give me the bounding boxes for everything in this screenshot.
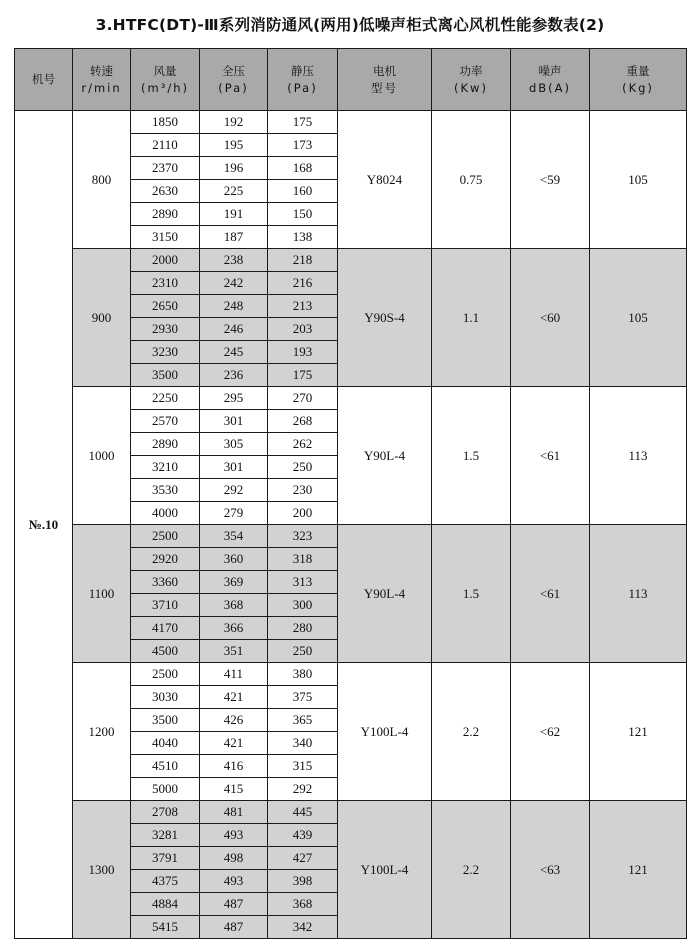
table-row — [15, 801, 687, 824]
static-pressure-cell: 200 — [268, 502, 338, 525]
column-header — [432, 49, 511, 111]
column-header-label: 机号 — [32, 72, 55, 86]
airflow-cell: 2500 — [131, 525, 200, 548]
static-pressure-cell: 427 — [268, 847, 338, 870]
airflow-cell: 1850 — [131, 111, 200, 134]
column-header — [511, 49, 590, 111]
page-title: 3.HTFC(DT)-Ⅲ系列消防通风(两用)低噪声柜式离心风机性能参数表(2) — [95, 16, 605, 34]
airflow-cell: 2370 — [131, 157, 200, 180]
noise-cell: <63 — [511, 801, 590, 939]
column-header-unit: 型号 — [371, 80, 398, 95]
total-pressure-cell: 354 — [200, 525, 268, 548]
power-cell: 2.2 — [432, 663, 511, 801]
airflow-cell: 4375 — [131, 870, 200, 893]
airflow-cell: 2920 — [131, 548, 200, 571]
airflow-cell: 3030 — [131, 686, 200, 709]
performance-table — [14, 48, 687, 939]
motor-cell: Y100L-4 — [338, 801, 432, 939]
static-pressure-cell: 216 — [268, 272, 338, 295]
table-row — [15, 663, 687, 686]
column-header-label: 重量 — [626, 63, 650, 78]
total-pressure-cell: 295 — [200, 387, 268, 410]
table-row — [15, 525, 687, 548]
airflow-cell: 4040 — [131, 732, 200, 755]
airflow-cell: 3150 — [131, 226, 200, 249]
noise-cell: <61 — [511, 387, 590, 525]
total-pressure-cell: 196 — [200, 157, 268, 180]
total-pressure-cell: 416 — [200, 755, 268, 778]
static-pressure-cell: 230 — [268, 479, 338, 502]
static-pressure-cell: 213 — [268, 295, 338, 318]
total-pressure-cell: 236 — [200, 364, 268, 387]
column-header-label: 电机 — [373, 63, 396, 78]
total-pressure-cell: 195 — [200, 134, 268, 157]
column-header-unit: (m³/h) — [141, 80, 189, 95]
speed-cell: 1300 — [73, 801, 131, 939]
static-pressure-cell: 280 — [268, 617, 338, 640]
static-pressure-cell: 262 — [268, 433, 338, 456]
airflow-cell: 2570 — [131, 410, 200, 433]
static-pressure-cell: 323 — [268, 525, 338, 548]
header-row — [15, 49, 687, 111]
static-pressure-cell: 268 — [268, 410, 338, 433]
speed-cell: 1200 — [73, 663, 131, 801]
noise-cell: <61 — [511, 525, 590, 663]
total-pressure-cell: 301 — [200, 456, 268, 479]
airflow-cell: 5000 — [131, 778, 200, 801]
weight-cell: 121 — [590, 663, 687, 801]
speed-cell: 1100 — [73, 525, 131, 663]
power-cell: 0.75 — [432, 111, 511, 249]
total-pressure-cell: 292 — [200, 479, 268, 502]
column-header-label: 静压 — [291, 63, 314, 78]
static-pressure-cell: 270 — [268, 387, 338, 410]
static-pressure-cell: 193 — [268, 341, 338, 364]
total-pressure-cell: 493 — [200, 824, 268, 847]
column-header-unit: (Pa) — [218, 80, 249, 95]
static-pressure-cell: 138 — [268, 226, 338, 249]
model-number-cell: №.10 — [15, 111, 73, 939]
total-pressure-cell: 191 — [200, 203, 268, 226]
total-pressure-cell: 369 — [200, 571, 268, 594]
total-pressure-cell: 415 — [200, 778, 268, 801]
static-pressure-cell: 175 — [268, 364, 338, 387]
airflow-cell: 3281 — [131, 824, 200, 847]
total-pressure-cell: 493 — [200, 870, 268, 893]
static-pressure-cell: 292 — [268, 778, 338, 801]
total-pressure-cell: 279 — [200, 502, 268, 525]
column-header — [200, 49, 268, 111]
motor-cell: Y100L-4 — [338, 663, 432, 801]
total-pressure-cell: 246 — [200, 318, 268, 341]
speed-cell: 1000 — [73, 387, 131, 525]
column-header — [268, 49, 338, 111]
total-pressure-cell: 238 — [200, 249, 268, 272]
total-pressure-cell: 498 — [200, 847, 268, 870]
column-header-label: 功率 — [459, 63, 483, 78]
airflow-cell: 2708 — [131, 801, 200, 824]
total-pressure-cell: 187 — [200, 226, 268, 249]
static-pressure-cell: 300 — [268, 594, 338, 617]
airflow-cell: 2250 — [131, 387, 200, 410]
airflow-cell: 4884 — [131, 893, 200, 916]
column-header — [73, 49, 131, 111]
total-pressure-cell: 487 — [200, 893, 268, 916]
noise-cell: <60 — [511, 249, 590, 387]
total-pressure-cell: 248 — [200, 295, 268, 318]
column-header-unit: dB(A) — [528, 80, 572, 95]
weight-cell: 113 — [590, 387, 687, 525]
static-pressure-cell: 150 — [268, 203, 338, 226]
airflow-cell: 4000 — [131, 502, 200, 525]
static-pressure-cell: 365 — [268, 709, 338, 732]
static-pressure-cell: 375 — [268, 686, 338, 709]
total-pressure-cell: 421 — [200, 732, 268, 755]
static-pressure-cell: 203 — [268, 318, 338, 341]
table-row — [15, 249, 687, 272]
noise-cell: <59 — [511, 111, 590, 249]
airflow-cell: 2650 — [131, 295, 200, 318]
static-pressure-cell: 168 — [268, 157, 338, 180]
total-pressure-cell: 360 — [200, 548, 268, 571]
total-pressure-cell: 366 — [200, 617, 268, 640]
total-pressure-cell: 351 — [200, 640, 268, 663]
table-row — [15, 387, 687, 410]
noise-cell: <62 — [511, 663, 590, 801]
column-header-unit: (Kg) — [622, 80, 654, 95]
static-pressure-cell: 368 — [268, 893, 338, 916]
total-pressure-cell: 225 — [200, 180, 268, 203]
static-pressure-cell: 250 — [268, 640, 338, 663]
static-pressure-cell: 175 — [268, 111, 338, 134]
total-pressure-cell: 481 — [200, 801, 268, 824]
table-row — [15, 111, 687, 134]
column-header-unit: r/min — [81, 80, 122, 95]
speed-cell: 900 — [73, 249, 131, 387]
static-pressure-cell: 398 — [268, 870, 338, 893]
static-pressure-cell: 218 — [268, 249, 338, 272]
weight-cell: 105 — [590, 111, 687, 249]
airflow-cell: 2890 — [131, 433, 200, 456]
weight-cell: 105 — [590, 249, 687, 387]
column-header-label: 全压 — [222, 63, 245, 78]
airflow-cell: 2890 — [131, 203, 200, 226]
total-pressure-cell: 421 — [200, 686, 268, 709]
airflow-cell: 2110 — [131, 134, 200, 157]
total-pressure-cell: 301 — [200, 410, 268, 433]
column-header — [338, 49, 432, 111]
airflow-cell: 4510 — [131, 755, 200, 778]
static-pressure-cell: 380 — [268, 663, 338, 686]
column-header-label: 转速 — [90, 63, 113, 78]
speed-cell: 800 — [73, 111, 131, 249]
airflow-cell: 3500 — [131, 709, 200, 732]
weight-cell: 113 — [590, 525, 687, 663]
static-pressure-cell: 445 — [268, 801, 338, 824]
column-header-label: 噪声 — [538, 63, 562, 78]
power-cell: 1.5 — [432, 525, 511, 663]
column-header-label: 风量 — [153, 63, 177, 78]
airflow-cell: 3791 — [131, 847, 200, 870]
airflow-cell: 3500 — [131, 364, 200, 387]
motor-cell: Y90L-4 — [338, 525, 432, 663]
column-header — [131, 49, 200, 111]
static-pressure-cell: 250 — [268, 456, 338, 479]
airflow-cell: 4500 — [131, 640, 200, 663]
airflow-cell: 4170 — [131, 617, 200, 640]
table-body — [15, 111, 687, 939]
static-pressure-cell: 318 — [268, 548, 338, 571]
static-pressure-cell: 342 — [268, 916, 338, 939]
column-header-unit: (Kw) — [454, 80, 488, 95]
airflow-cell: 5415 — [131, 916, 200, 939]
power-cell: 1.5 — [432, 387, 511, 525]
total-pressure-cell: 411 — [200, 663, 268, 686]
power-cell: 2.2 — [432, 801, 511, 939]
total-pressure-cell: 426 — [200, 709, 268, 732]
static-pressure-cell: 315 — [268, 755, 338, 778]
total-pressure-cell: 487 — [200, 916, 268, 939]
total-pressure-cell: 368 — [200, 594, 268, 617]
airflow-cell: 2930 — [131, 318, 200, 341]
airflow-cell: 2500 — [131, 663, 200, 686]
power-cell: 1.1 — [432, 249, 511, 387]
static-pressure-cell: 173 — [268, 134, 338, 157]
airflow-cell: 2630 — [131, 180, 200, 203]
static-pressure-cell: 313 — [268, 571, 338, 594]
total-pressure-cell: 242 — [200, 272, 268, 295]
airflow-cell: 3210 — [131, 456, 200, 479]
column-header-unit: (Pa) — [287, 80, 318, 95]
static-pressure-cell: 340 — [268, 732, 338, 755]
motor-cell: Y8024 — [338, 111, 432, 249]
airflow-cell: 3360 — [131, 571, 200, 594]
static-pressure-cell: 439 — [268, 824, 338, 847]
airflow-cell: 3230 — [131, 341, 200, 364]
total-pressure-cell: 245 — [200, 341, 268, 364]
column-header — [590, 49, 687, 111]
airflow-cell: 2310 — [131, 272, 200, 295]
motor-cell: Y90L-4 — [338, 387, 432, 525]
column-header — [15, 49, 73, 111]
airflow-cell: 3530 — [131, 479, 200, 502]
airflow-cell: 3710 — [131, 594, 200, 617]
static-pressure-cell: 160 — [268, 180, 338, 203]
motor-cell: Y90S-4 — [338, 249, 432, 387]
weight-cell: 121 — [590, 801, 687, 939]
total-pressure-cell: 305 — [200, 433, 268, 456]
total-pressure-cell: 192 — [200, 111, 268, 134]
airflow-cell: 2000 — [131, 249, 200, 272]
